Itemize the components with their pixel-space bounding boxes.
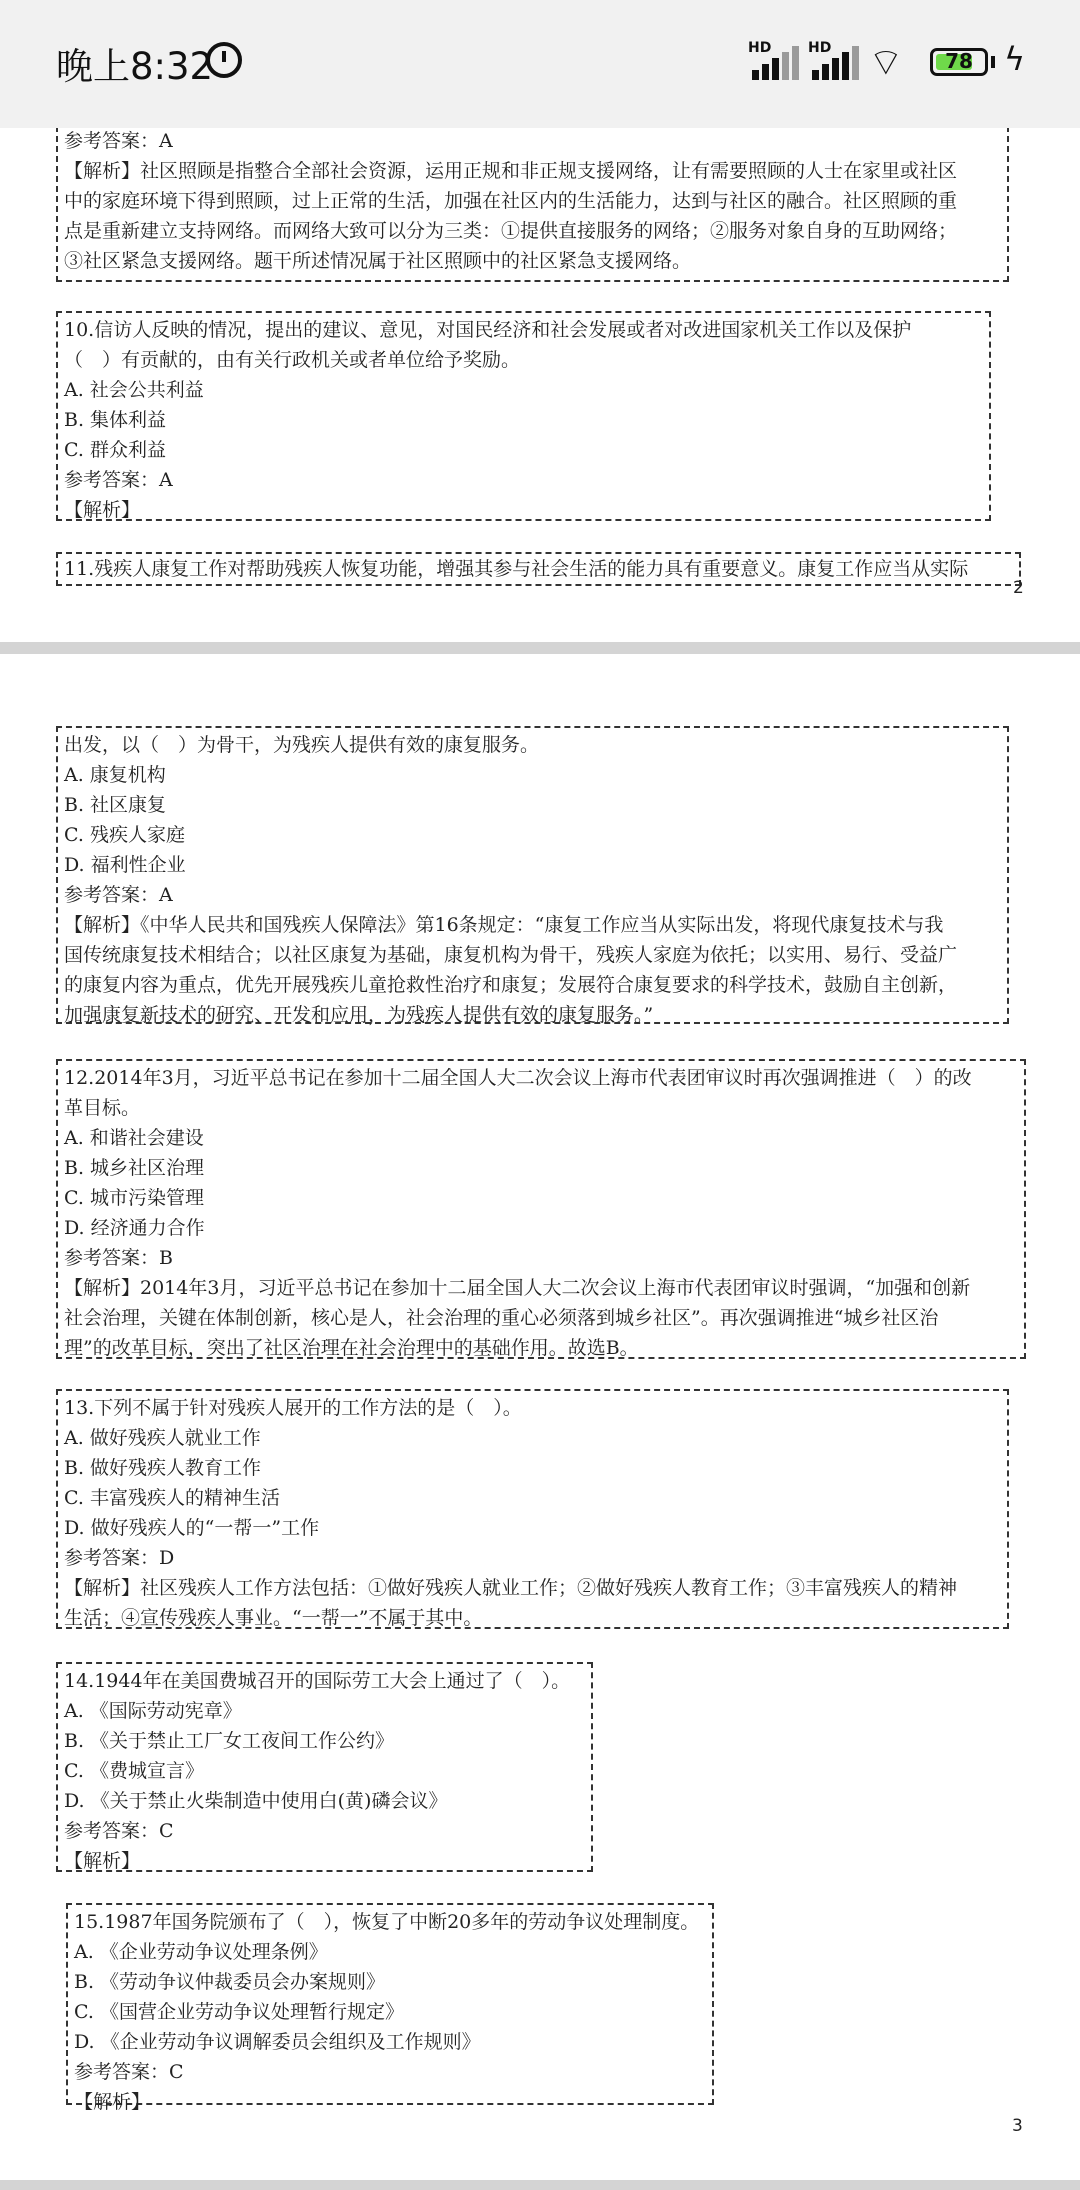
question-11-lines	[64, 554, 1015, 584]
question-10-lines	[64, 315, 985, 525]
text-line: D. 《关于禁止火柴制造中使用白(黄)磷会议》	[64, 1790, 448, 1812]
status-time: 晚上8:32	[56, 45, 214, 88]
question-13	[56, 1389, 1009, 1629]
text-line: 12.2014年3月，习近平总书记在参加十二届全国人大二次会议上海市代表团审议时再次强调推进（ ）的改	[64, 1067, 972, 1089]
battery-cap	[991, 56, 995, 68]
text-line: 11.残疾人康复工作对帮助残疾人恢复功能，增强其参与社会生活的能力具有重要意义。康复工作应当从实际	[64, 558, 969, 580]
text-line: C. 《国营企业劳动争议处理暂行规定》	[74, 2001, 404, 2023]
text-line: 参考答案：A	[64, 469, 173, 491]
text-line: 国传统康复技术相结合；以社区康复为基础，康复机构为骨干，残疾人家庭为依托；以实用、易行、受益广	[64, 944, 958, 966]
question-14-lines	[64, 1666, 587, 1876]
text-line: B. 社区康复	[64, 794, 167, 816]
text-line: D. 《企业劳动争议调解委员会组织及工作规则》	[74, 2031, 481, 2053]
question-15-lines	[74, 1907, 708, 2117]
question-11-tail	[56, 726, 1009, 1024]
text-line: 理”的改革目标，突出了社区治理在社会治理中的基础作用。故选B。	[64, 1337, 639, 1359]
text-line: 【解析】	[74, 2091, 151, 2113]
cell-signal-icon	[748, 40, 808, 80]
text-line: 加强康复新技术的研究、开发和应用，为残疾人提供有效的康复服务。”	[64, 1004, 654, 1026]
text-line: 13.下列不属于针对残疾人展开的工作方法的是（ ）。	[64, 1397, 522, 1419]
status-bar	[0, 0, 1080, 128]
text-line: 出发，以（ ）为骨干，为残疾人提供有效的康复服务。	[64, 734, 540, 756]
text-line: 的康复内容为重点，优先开展残疾儿童抢救性治疗和康复；发展符合康复要求的科学技术，鼓励自主创新，	[64, 974, 958, 996]
text-line: 参考答案：A	[64, 130, 173, 152]
text-line: 革目标。	[64, 1097, 141, 1119]
text-line: 14.1944年在美国费城召开的国际劳工大会上通过了（ ）。	[64, 1670, 571, 1692]
page-number: 3	[1012, 2116, 1023, 2136]
hd-label: HD	[808, 40, 832, 56]
text-line: B. 集体利益	[64, 409, 167, 431]
text-line: B. 做好残疾人教育工作	[64, 1457, 262, 1479]
text-line: D. 福利性企业	[64, 854, 186, 876]
question-14	[56, 1662, 593, 1872]
page-separator	[0, 642, 1080, 654]
question-12	[56, 1059, 1026, 1359]
question-11-tail-lines	[64, 730, 1003, 1030]
text-line: C. 《费城宣言》	[64, 1760, 204, 1782]
text-line: C. 群众利益	[64, 439, 166, 461]
text-line: A. 和谐社会建设	[64, 1127, 204, 1149]
text-line: D. 做好残疾人的“一帮一”工作	[64, 1517, 320, 1539]
text-line: 生活；④宣传残疾人事业。“一帮一”不属于其中。	[64, 1607, 483, 1629]
text-line: 参考答案：A	[64, 884, 173, 906]
text-line: 参考答案：D	[64, 1547, 175, 1569]
page-separator	[0, 2180, 1080, 2190]
text-line: C. 城市污染管理	[64, 1187, 204, 1209]
alarm-clock-icon	[206, 42, 242, 78]
question-10	[56, 311, 991, 521]
text-line: A. 康复机构	[64, 764, 166, 786]
text-line: B. 城乡社区治理	[64, 1157, 205, 1179]
text-line: B. 《关于禁止工厂女工夜间工作公约》	[64, 1730, 395, 1752]
text-line: 参考答案：C	[64, 1820, 174, 1842]
text-line: A. 《企业劳动争议处理条例》	[74, 1941, 328, 1963]
question-12-lines	[64, 1063, 1020, 1363]
text-line: A. 做好残疾人就业工作	[64, 1427, 261, 1449]
page-number: 2	[1013, 578, 1024, 598]
text-line: 参考答案：C	[74, 2061, 184, 2083]
question-13-lines	[64, 1393, 1003, 1633]
text-line: B. 《劳动争议仲裁委员会办案规则》	[74, 1971, 386, 1993]
text-line: 社会治理，关键在体制创新，核心是人，社会治理的重心必须落到城乡社区”。再次强调推进“城乡社区治	[64, 1307, 939, 1329]
text-line: 【解析】2014年3月，习近平总书记在参加十二届全国人大二次会议上海市代表团审议时强调，“加强和创新	[64, 1277, 971, 1299]
text-line: （ ）有贡献的，由有关行政机关或者单位给予奖励。	[64, 349, 521, 371]
text-line: 10.信访人反映的情况，提出的建议、意见，对国民经济和社会发展或者对改进国家机关工作以及保护	[64, 319, 912, 341]
text-line: 【解析】社区照顾是指整合全部社会资源，运用正规和非正规支援网络，让有需要照顾的人士在家里或社区	[64, 160, 958, 182]
text-line: 【解析】《中华人民共和国残疾人保障法》第16条规定：“康复工作应当从实际出发，将现代康复技术与我	[64, 914, 944, 936]
text-line: 参考答案：B	[64, 1247, 173, 1269]
cell-signal-icon	[808, 40, 868, 80]
wifi-icon: ⌔	[868, 40, 904, 84]
text-line: C. 丰富残疾人的精神生活	[64, 1487, 280, 1509]
question-11-head	[56, 552, 1021, 586]
text-line: ③社区紧急支援网络。题干所述情况属于社区照顾中的社区紧急支援网络。	[64, 250, 692, 272]
text-line: 【解析】	[64, 499, 141, 521]
text-line: C. 残疾人家庭	[64, 824, 185, 846]
text-line: D. 经济通力合作	[64, 1217, 205, 1239]
hd-label: HD	[748, 40, 772, 56]
text-line: 点是重新建立支持网络。而网络大致可以分为三类：①提供直接服务的网络；②服务对象自身的互助网络；	[64, 220, 958, 242]
battery-icon	[930, 48, 988, 76]
text-line: 中的家庭环境下得到照顾，过上正常的生活，加强在社区内的生活能力，达到与社区的融合。社区照顾的重	[64, 190, 958, 212]
text-line: A. 社会公共利益	[64, 379, 204, 401]
text-line: 【解析】社区残疾人工作方法包括：①做好残疾人就业工作；②做好残疾人教育工作；③丰富残疾人的精神	[64, 1577, 958, 1599]
text-line: 15.1987年国务院颁布了（ ），恢复了中断20多年的劳动争议处理制度。	[74, 1911, 700, 1933]
text-line: A. 《国际劳动宪章》	[64, 1700, 242, 1722]
battery-level-text: 78	[945, 49, 973, 73]
charging-icon: ϟ	[1004, 40, 1026, 78]
question-15	[66, 1903, 714, 2113]
text-line: 【解析】	[64, 1850, 141, 1872]
